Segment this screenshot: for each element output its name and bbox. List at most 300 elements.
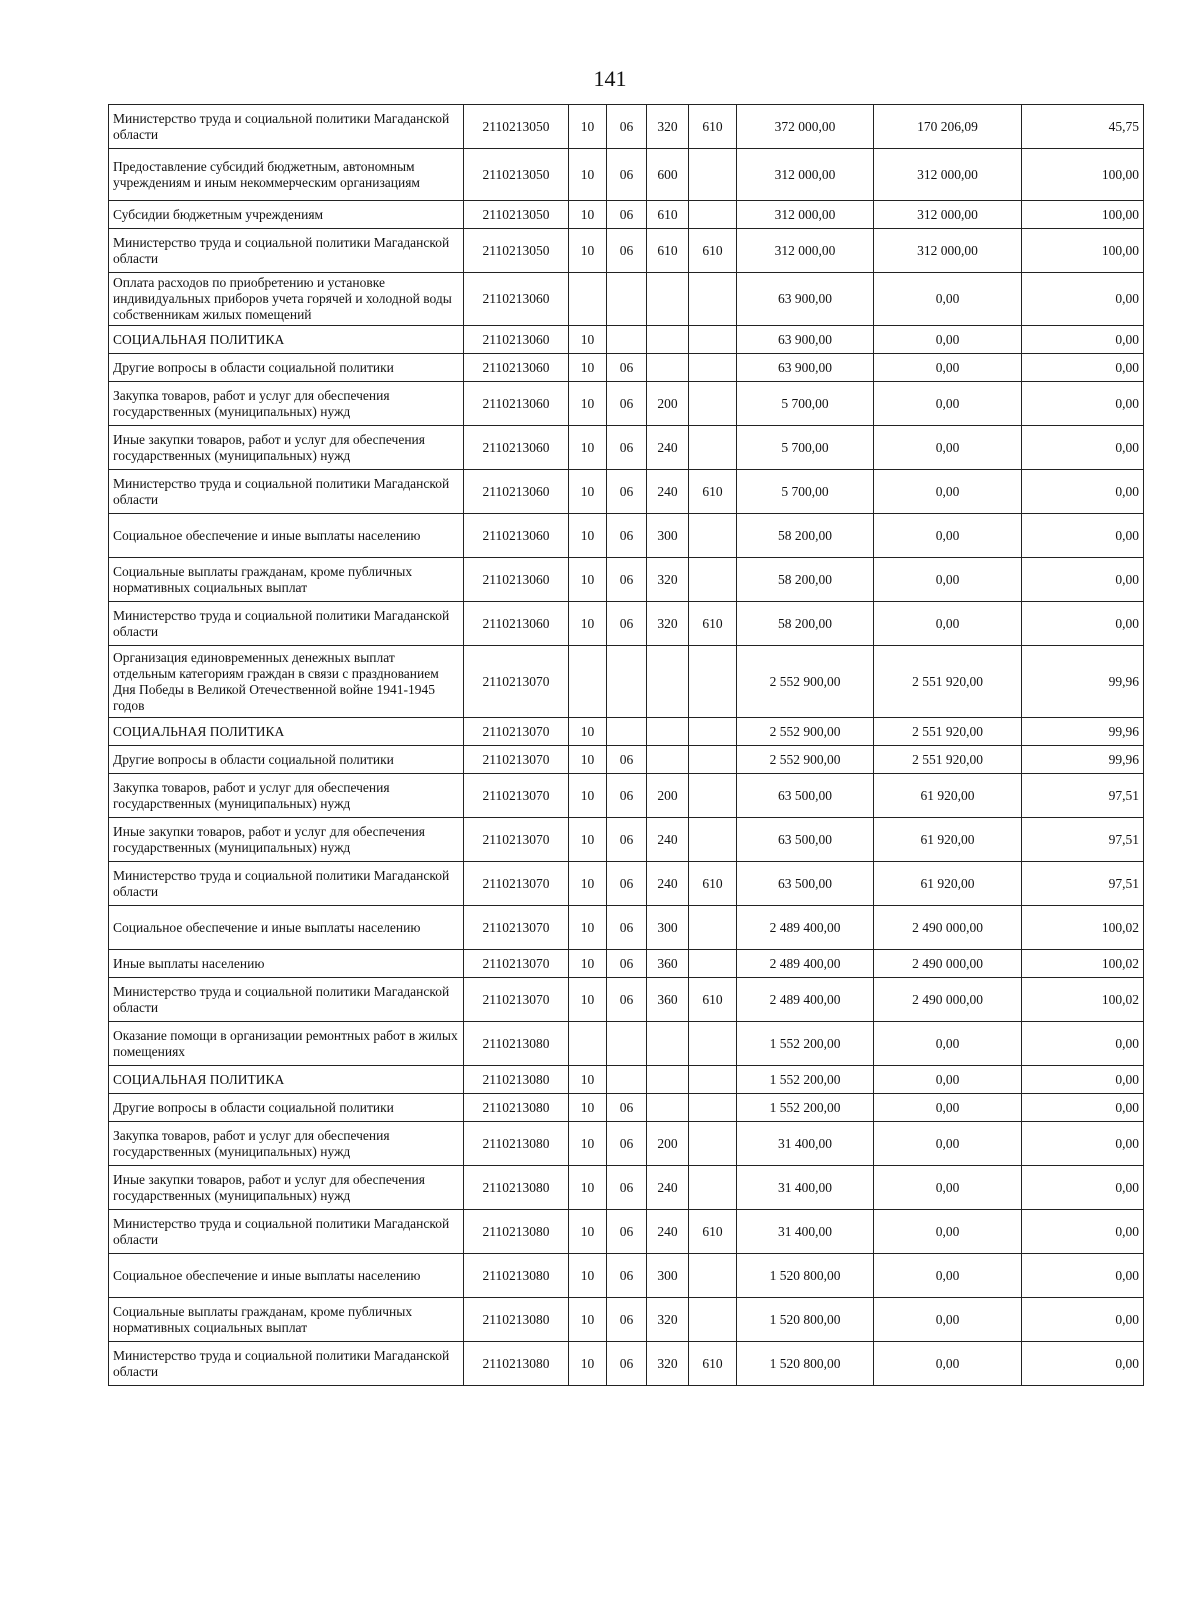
row-name: Социальные выплаты гражданам, кроме публичных нормативных социальных выплат — [109, 1298, 464, 1342]
target-code: 2110213070 — [464, 906, 569, 950]
expense-type-code — [647, 326, 689, 354]
section-code: 10 — [569, 149, 607, 201]
row-name: Министерство труда и социальной политики Магаданской области — [109, 229, 464, 273]
subsection-code: 06 — [607, 470, 647, 514]
grbs-code: 610 — [689, 602, 737, 646]
actual-amount: 0,00 — [874, 1066, 1022, 1094]
execution-percent: 0,00 — [1022, 1066, 1144, 1094]
table-row — [109, 354, 1144, 382]
grbs-code — [689, 149, 737, 201]
target-code: 2110213080 — [464, 1342, 569, 1386]
expense-type-code: 300 — [647, 906, 689, 950]
section-code: 10 — [569, 229, 607, 273]
subsection-code — [607, 1066, 647, 1094]
target-code: 2110213060 — [464, 354, 569, 382]
actual-amount: 0,00 — [874, 1122, 1022, 1166]
table-row — [109, 426, 1144, 470]
grbs-code — [689, 1022, 737, 1066]
actual-amount: 0,00 — [874, 1210, 1022, 1254]
expense-type-code — [647, 273, 689, 326]
section-code: 10 — [569, 818, 607, 862]
grbs-code — [689, 646, 737, 718]
actual-amount: 2 551 920,00 — [874, 718, 1022, 746]
grbs-code — [689, 1298, 737, 1342]
table-row — [109, 718, 1144, 746]
plan-amount: 312 000,00 — [737, 149, 874, 201]
grbs-code — [689, 514, 737, 558]
target-code: 2110213080 — [464, 1066, 569, 1094]
plan-amount: 1 552 200,00 — [737, 1066, 874, 1094]
plan-amount: 63 500,00 — [737, 862, 874, 906]
expense-type-code: 200 — [647, 382, 689, 426]
execution-percent: 99,96 — [1022, 646, 1144, 718]
plan-amount: 2 552 900,00 — [737, 746, 874, 774]
target-code: 2110213060 — [464, 602, 569, 646]
table-row — [109, 1298, 1144, 1342]
table-row — [109, 906, 1144, 950]
row-name: Иные закупки товаров, работ и услуг для обеспечения государственных (муниципальных) нужд — [109, 426, 464, 470]
table-body — [109, 105, 1144, 1386]
actual-amount: 0,00 — [874, 273, 1022, 326]
expense-type-code: 600 — [647, 149, 689, 201]
subsection-code — [607, 1022, 647, 1066]
row-name: Закупка товаров, работ и услуг для обеспечения государственных (муниципальных) нужд — [109, 1122, 464, 1166]
target-code: 2110213070 — [464, 746, 569, 774]
grbs-code — [689, 950, 737, 978]
section-code: 10 — [569, 1166, 607, 1210]
grbs-code: 610 — [689, 105, 737, 149]
plan-amount: 58 200,00 — [737, 558, 874, 602]
plan-amount: 2 489 400,00 — [737, 906, 874, 950]
expense-type-code: 200 — [647, 1122, 689, 1166]
actual-amount: 61 920,00 — [874, 818, 1022, 862]
execution-percent: 99,96 — [1022, 718, 1144, 746]
target-code: 2110213060 — [464, 514, 569, 558]
grbs-code: 610 — [689, 862, 737, 906]
subsection-code: 06 — [607, 906, 647, 950]
actual-amount: 312 000,00 — [874, 201, 1022, 229]
target-code: 2110213060 — [464, 382, 569, 426]
plan-amount: 5 700,00 — [737, 470, 874, 514]
execution-percent: 100,00 — [1022, 149, 1144, 201]
row-name: Оплата расходов по приобретению и установке индивидуальных приборов учета горячей и холодной воды собственникам жилых помещений — [109, 273, 464, 326]
expense-type-code: 240 — [647, 1166, 689, 1210]
expense-type-code: 240 — [647, 1210, 689, 1254]
grbs-code: 610 — [689, 1342, 737, 1386]
row-name: Министерство труда и социальной политики Магаданской области — [109, 470, 464, 514]
subsection-code: 06 — [607, 978, 647, 1022]
subsection-code — [607, 718, 647, 746]
plan-amount: 58 200,00 — [737, 602, 874, 646]
execution-percent: 0,00 — [1022, 514, 1144, 558]
expense-type-code: 360 — [647, 978, 689, 1022]
subsection-code: 06 — [607, 950, 647, 978]
execution-percent: 97,51 — [1022, 862, 1144, 906]
grbs-code — [689, 1094, 737, 1122]
grbs-code — [689, 558, 737, 602]
row-name: Оказание помощи в организации ремонтных работ в жилых помещениях — [109, 1022, 464, 1066]
row-name: Организация единовременных денежных выплат отдельным категориям граждан в связи с празднованием Дня Победы в Великой Отечественной войне 1941-1945 годов — [109, 646, 464, 718]
page-number: 141 — [593, 66, 627, 91]
section-code: 10 — [569, 1122, 607, 1166]
execution-percent: 0,00 — [1022, 1022, 1144, 1066]
target-code: 2110213070 — [464, 818, 569, 862]
subsection-code: 06 — [607, 1210, 647, 1254]
actual-amount: 61 920,00 — [874, 862, 1022, 906]
grbs-code — [689, 818, 737, 862]
grbs-code — [689, 382, 737, 426]
table-row — [109, 558, 1144, 602]
subsection-code: 06 — [607, 229, 647, 273]
plan-amount: 372 000,00 — [737, 105, 874, 149]
actual-amount: 0,00 — [874, 470, 1022, 514]
expense-type-code: 300 — [647, 1254, 689, 1298]
section-code: 10 — [569, 470, 607, 514]
expense-type-code — [647, 1066, 689, 1094]
row-name: СОЦИАЛЬНАЯ ПОЛИТИКА — [109, 1066, 464, 1094]
target-code: 2110213050 — [464, 149, 569, 201]
target-code: 2110213060 — [464, 426, 569, 470]
actual-amount: 312 000,00 — [874, 149, 1022, 201]
row-name: Закупка товаров, работ и услуг для обеспечения государственных (муниципальных) нужд — [109, 774, 464, 818]
expense-type-code — [647, 746, 689, 774]
section-code: 10 — [569, 326, 607, 354]
expense-type-code — [647, 1022, 689, 1066]
plan-amount: 63 900,00 — [737, 273, 874, 326]
plan-amount: 63 500,00 — [737, 774, 874, 818]
table-row — [109, 862, 1144, 906]
section-code: 10 — [569, 978, 607, 1022]
section-code: 10 — [569, 426, 607, 470]
execution-percent: 0,00 — [1022, 326, 1144, 354]
target-code: 2110213080 — [464, 1298, 569, 1342]
plan-amount: 63 900,00 — [737, 354, 874, 382]
expense-type-code: 320 — [647, 602, 689, 646]
plan-amount: 1 552 200,00 — [737, 1022, 874, 1066]
actual-amount: 0,00 — [874, 1166, 1022, 1210]
row-name: Министерство труда и социальной политики Магаданской области — [109, 105, 464, 149]
expense-type-code: 360 — [647, 950, 689, 978]
subsection-code: 06 — [607, 382, 647, 426]
section-code: 10 — [569, 201, 607, 229]
subsection-code: 06 — [607, 746, 647, 774]
actual-amount: 0,00 — [874, 1094, 1022, 1122]
target-code: 2110213080 — [464, 1094, 569, 1122]
expense-type-code: 240 — [647, 818, 689, 862]
subsection-code: 06 — [607, 602, 647, 646]
row-name: Министерство труда и социальной политики Магаданской области — [109, 1210, 464, 1254]
target-code: 2110213080 — [464, 1166, 569, 1210]
section-code: 10 — [569, 906, 607, 950]
table-row — [109, 1022, 1144, 1066]
execution-percent: 0,00 — [1022, 1254, 1144, 1298]
row-name: СОЦИАЛЬНАЯ ПОЛИТИКА — [109, 718, 464, 746]
execution-percent: 100,02 — [1022, 906, 1144, 950]
actual-amount: 0,00 — [874, 558, 1022, 602]
grbs-code — [689, 1122, 737, 1166]
grbs-code — [689, 326, 737, 354]
plan-amount: 63 900,00 — [737, 326, 874, 354]
actual-amount: 0,00 — [874, 1254, 1022, 1298]
expense-type-code: 240 — [647, 470, 689, 514]
execution-percent: 0,00 — [1022, 1166, 1144, 1210]
actual-amount: 61 920,00 — [874, 774, 1022, 818]
actual-amount: 0,00 — [874, 1342, 1022, 1386]
subsection-code — [607, 326, 647, 354]
execution-percent: 0,00 — [1022, 1298, 1144, 1342]
execution-percent: 0,00 — [1022, 1210, 1144, 1254]
plan-amount: 31 400,00 — [737, 1210, 874, 1254]
plan-amount: 31 400,00 — [737, 1166, 874, 1210]
subsection-code: 06 — [607, 201, 647, 229]
subsection-code: 06 — [607, 1122, 647, 1166]
target-code: 2110213060 — [464, 273, 569, 326]
table-row — [109, 950, 1144, 978]
section-code: 10 — [569, 746, 607, 774]
table-row — [109, 1342, 1144, 1386]
row-name: Иные выплаты населению — [109, 950, 464, 978]
expense-type-code: 240 — [647, 426, 689, 470]
target-code: 2110213080 — [464, 1254, 569, 1298]
actual-amount: 0,00 — [874, 514, 1022, 558]
subsection-code: 06 — [607, 818, 647, 862]
grbs-code — [689, 1254, 737, 1298]
table-row — [109, 1166, 1144, 1210]
row-name: Субсидии бюджетным учреждениям — [109, 201, 464, 229]
actual-amount: 2 490 000,00 — [874, 978, 1022, 1022]
target-code: 2110213080 — [464, 1210, 569, 1254]
actual-amount: 0,00 — [874, 326, 1022, 354]
target-code: 2110213080 — [464, 1022, 569, 1066]
subsection-code — [607, 273, 647, 326]
plan-amount: 1 520 800,00 — [737, 1342, 874, 1386]
plan-amount: 2 552 900,00 — [737, 718, 874, 746]
execution-percent: 100,02 — [1022, 950, 1144, 978]
section-code: 10 — [569, 862, 607, 906]
plan-amount: 5 700,00 — [737, 382, 874, 426]
table-row — [109, 1094, 1144, 1122]
subsection-code: 06 — [607, 1166, 647, 1210]
expense-type-code: 300 — [647, 514, 689, 558]
execution-percent: 97,51 — [1022, 818, 1144, 862]
row-name: Социальное обеспечение и иные выплаты населению — [109, 906, 464, 950]
table-row — [109, 602, 1144, 646]
plan-amount: 1 520 800,00 — [737, 1254, 874, 1298]
section-code: 10 — [569, 950, 607, 978]
table-row — [109, 818, 1144, 862]
section-code: 10 — [569, 1066, 607, 1094]
section-code: 10 — [569, 1298, 607, 1342]
actual-amount: 2 551 920,00 — [874, 746, 1022, 774]
subsection-code: 06 — [607, 149, 647, 201]
table-row — [109, 149, 1144, 201]
section-code: 10 — [569, 602, 607, 646]
grbs-code: 610 — [689, 470, 737, 514]
grbs-code — [689, 1166, 737, 1210]
subsection-code: 06 — [607, 1094, 647, 1122]
table-row — [109, 382, 1144, 426]
row-name: Социальное обеспечение и иные выплаты населению — [109, 514, 464, 558]
table-row — [109, 514, 1144, 558]
target-code: 2110213060 — [464, 558, 569, 602]
target-code: 2110213070 — [464, 718, 569, 746]
subsection-code: 06 — [607, 1298, 647, 1342]
actual-amount: 0,00 — [874, 1022, 1022, 1066]
table-row — [109, 746, 1144, 774]
actual-amount: 2 490 000,00 — [874, 906, 1022, 950]
row-name: Министерство труда и социальной политики Магаданской области — [109, 1342, 464, 1386]
plan-amount: 31 400,00 — [737, 1122, 874, 1166]
target-code: 2110213070 — [464, 862, 569, 906]
execution-percent: 45,75 — [1022, 105, 1144, 149]
row-name: Предоставление субсидий бюджетным, автономным учреждениям и иным некоммерческим организациям — [109, 149, 464, 201]
actual-amount: 0,00 — [874, 354, 1022, 382]
grbs-code — [689, 1066, 737, 1094]
execution-percent: 99,96 — [1022, 746, 1144, 774]
subsection-code: 06 — [607, 1342, 647, 1386]
table-row — [109, 1254, 1144, 1298]
grbs-code — [689, 906, 737, 950]
section-code: 10 — [569, 1094, 607, 1122]
subsection-code: 06 — [607, 558, 647, 602]
expense-type-code: 240 — [647, 862, 689, 906]
row-name: Другие вопросы в области социальной политики — [109, 746, 464, 774]
actual-amount: 2 490 000,00 — [874, 950, 1022, 978]
grbs-code — [689, 273, 737, 326]
row-name: Другие вопросы в области социальной политики — [109, 1094, 464, 1122]
section-code: 10 — [569, 774, 607, 818]
plan-amount: 1 552 200,00 — [737, 1094, 874, 1122]
table-row — [109, 229, 1144, 273]
subsection-code: 06 — [607, 354, 647, 382]
actual-amount: 170 206,09 — [874, 105, 1022, 149]
section-code: 10 — [569, 1342, 607, 1386]
row-name: СОЦИАЛЬНАЯ ПОЛИТИКА — [109, 326, 464, 354]
grbs-code: 610 — [689, 229, 737, 273]
target-code: 2110213050 — [464, 201, 569, 229]
grbs-code — [689, 201, 737, 229]
expense-type-code — [647, 646, 689, 718]
execution-percent: 0,00 — [1022, 1342, 1144, 1386]
row-name: Министерство труда и социальной политики Магаданской области — [109, 978, 464, 1022]
table-row — [109, 1210, 1144, 1254]
row-name: Закупка товаров, работ и услуг для обеспечения государственных (муниципальных) нужд — [109, 382, 464, 426]
table-row — [109, 470, 1144, 514]
plan-amount: 1 520 800,00 — [737, 1298, 874, 1342]
actual-amount: 0,00 — [874, 1298, 1022, 1342]
section-code: 10 — [569, 718, 607, 746]
grbs-code: 610 — [689, 978, 737, 1022]
execution-percent: 100,00 — [1022, 229, 1144, 273]
expense-type-code: 320 — [647, 558, 689, 602]
row-name: Социальные выплаты гражданам, кроме публичных нормативных социальных выплат — [109, 558, 464, 602]
subsection-code: 06 — [607, 1254, 647, 1298]
execution-percent: 0,00 — [1022, 602, 1144, 646]
expense-type-code — [647, 354, 689, 382]
plan-amount: 63 500,00 — [737, 818, 874, 862]
section-code: 10 — [569, 558, 607, 602]
section-code — [569, 273, 607, 326]
execution-percent: 0,00 — [1022, 558, 1144, 602]
section-code — [569, 646, 607, 718]
execution-percent: 0,00 — [1022, 426, 1144, 470]
expense-type-code — [647, 718, 689, 746]
section-code: 10 — [569, 1210, 607, 1254]
target-code: 2110213050 — [464, 229, 569, 273]
expense-type-code: 320 — [647, 105, 689, 149]
execution-percent: 0,00 — [1022, 470, 1144, 514]
grbs-code — [689, 426, 737, 470]
execution-percent: 0,00 — [1022, 273, 1144, 326]
subsection-code: 06 — [607, 426, 647, 470]
row-name: Другие вопросы в области социальной политики — [109, 354, 464, 382]
table-row — [109, 1066, 1144, 1094]
section-code: 10 — [569, 354, 607, 382]
plan-amount: 5 700,00 — [737, 426, 874, 470]
expense-type-code — [647, 1094, 689, 1122]
grbs-code — [689, 774, 737, 818]
execution-percent: 0,00 — [1022, 1122, 1144, 1166]
expense-type-code: 200 — [647, 774, 689, 818]
section-code: 10 — [569, 382, 607, 426]
execution-percent: 0,00 — [1022, 382, 1144, 426]
row-name: Иные закупки товаров, работ и услуг для обеспечения государственных (муниципальных) нужд — [109, 1166, 464, 1210]
grbs-code: 610 — [689, 1210, 737, 1254]
target-code: 2110213070 — [464, 978, 569, 1022]
plan-amount: 312 000,00 — [737, 201, 874, 229]
actual-amount: 0,00 — [874, 602, 1022, 646]
table-row — [109, 774, 1144, 818]
execution-percent: 0,00 — [1022, 354, 1144, 382]
subsection-code: 06 — [607, 514, 647, 558]
table-row — [109, 273, 1144, 326]
row-name: Социальное обеспечение и иные выплаты населению — [109, 1254, 464, 1298]
execution-percent: 100,00 — [1022, 201, 1144, 229]
subsection-code: 06 — [607, 862, 647, 906]
grbs-code — [689, 746, 737, 774]
execution-percent: 97,51 — [1022, 774, 1144, 818]
table-row — [109, 326, 1144, 354]
budget-table — [108, 104, 1144, 1386]
plan-amount: 312 000,00 — [737, 229, 874, 273]
section-code: 10 — [569, 514, 607, 558]
plan-amount: 2 552 900,00 — [737, 646, 874, 718]
table-row — [109, 105, 1144, 149]
plan-amount: 2 489 400,00 — [737, 978, 874, 1022]
expense-type-code: 610 — [647, 229, 689, 273]
expense-type-code: 320 — [647, 1342, 689, 1386]
grbs-code — [689, 718, 737, 746]
table-row — [109, 646, 1144, 718]
table-row — [109, 978, 1144, 1022]
table-row — [109, 201, 1144, 229]
target-code: 2110213070 — [464, 646, 569, 718]
subsection-code: 06 — [607, 774, 647, 818]
actual-amount: 2 551 920,00 — [874, 646, 1022, 718]
row-name: Министерство труда и социальной политики Магаданской области — [109, 862, 464, 906]
row-name: Министерство труда и социальной политики Магаданской области — [109, 602, 464, 646]
subsection-code: 06 — [607, 105, 647, 149]
target-code: 2110213050 — [464, 105, 569, 149]
section-code: 10 — [569, 1254, 607, 1298]
target-code: 2110213060 — [464, 326, 569, 354]
section-code: 10 — [569, 105, 607, 149]
target-code: 2110213070 — [464, 774, 569, 818]
plan-amount: 2 489 400,00 — [737, 950, 874, 978]
grbs-code — [689, 354, 737, 382]
target-code: 2110213060 — [464, 470, 569, 514]
actual-amount: 0,00 — [874, 382, 1022, 426]
